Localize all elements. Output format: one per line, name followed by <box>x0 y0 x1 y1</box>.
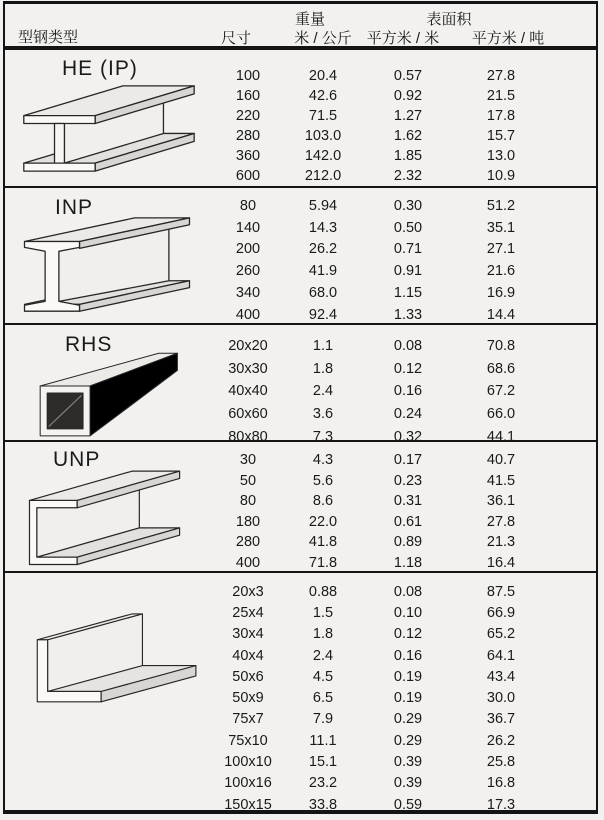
weight-cell: 4.3 <box>312 452 334 469</box>
weight-cell: 1.5 <box>312 604 334 621</box>
surface-per-m-cell: 0.57 <box>393 68 423 84</box>
size-cell: 220 <box>235 108 261 124</box>
size-cell: 20x3 <box>232 583 264 600</box>
size-cell: 75x10 <box>228 732 268 749</box>
table-row <box>202 126 538 146</box>
surface-per-m-cell: 1.85 <box>393 148 423 164</box>
surface-per-m-cell: 0.10 <box>393 604 423 621</box>
surface-per-t-cell: 87.5 <box>486 583 516 600</box>
section-rows <box>202 450 538 573</box>
surface-per-t-cell: 16.9 <box>486 285 516 302</box>
size-cell: 160 <box>235 88 261 104</box>
section-rows <box>202 335 538 448</box>
size-cell: 30 <box>239 452 257 469</box>
table-row <box>202 709 538 730</box>
weight-cell: 41.9 <box>308 263 338 280</box>
weight-cell: 41.8 <box>308 534 338 551</box>
surface-per-t-cell: 51.2 <box>486 197 516 214</box>
surface-per-t-cell: 10.9 <box>486 168 516 184</box>
section-rhs <box>5 323 596 445</box>
size-cell: 25x4 <box>232 604 264 621</box>
angle-profile-icon <box>19 607 209 707</box>
surface-per-m-cell: 0.39 <box>393 754 423 771</box>
weight-cell: 1.8 <box>312 360 334 377</box>
surface-per-m-cell: 0.59 <box>393 796 423 813</box>
size-cell: 80 <box>239 493 257 510</box>
surface-per-m-cell: 0.29 <box>393 732 423 749</box>
table-row <box>202 450 538 471</box>
weight-cell: 142.0 <box>304 148 342 164</box>
surface-per-t-cell: 15.7 <box>486 128 516 144</box>
surface-per-m-cell: 2.32 <box>393 168 423 184</box>
section-angle <box>5 571 596 814</box>
surface-per-m-cell: 1.18 <box>393 554 423 571</box>
table-row <box>202 195 538 217</box>
weight-cell: 26.2 <box>308 241 338 258</box>
size-cell: 280 <box>235 128 261 144</box>
col-header-weight-unit: 米 / 公斤 <box>294 30 352 47</box>
weight-cell: 103.0 <box>304 128 342 144</box>
table-row <box>202 471 538 492</box>
surface-per-t-cell: 66.0 <box>486 406 516 423</box>
weight-cell: 71.5 <box>308 108 338 124</box>
weight-cell: 33.8 <box>308 796 338 813</box>
surface-per-t-cell: 70.8 <box>486 338 516 355</box>
col-header-surface-per-m: 平方米 / 米 <box>366 30 440 47</box>
weight-cell: 11.1 <box>309 732 337 749</box>
section-rows <box>202 66 538 186</box>
table-row <box>202 773 538 794</box>
weight-cell: 22.0 <box>308 513 338 530</box>
surface-per-m-cell: 0.71 <box>393 241 423 258</box>
surface-per-m-cell: 0.29 <box>393 711 423 728</box>
table-row <box>202 687 538 708</box>
table-row <box>202 217 538 239</box>
table-row <box>202 532 538 553</box>
surface-per-m-cell: 0.12 <box>393 360 423 377</box>
weight-cell: 5.94 <box>308 197 338 214</box>
surface-per-t-cell: 64.1 <box>486 647 516 664</box>
size-cell: 100 <box>235 68 261 84</box>
surface-per-t-cell: 36.7 <box>486 711 516 728</box>
table-row <box>202 751 538 772</box>
size-cell: 80x80 <box>228 428 268 445</box>
weight-cell: 2.4 <box>312 383 334 400</box>
size-cell: 80 <box>239 197 257 214</box>
weight-cell: 212.0 <box>304 168 342 184</box>
table-row <box>202 106 538 126</box>
surface-per-m-cell: 0.08 <box>393 338 423 355</box>
table-row <box>202 66 538 86</box>
size-cell: 60x60 <box>228 406 268 423</box>
weight-cell: 0.88 <box>308 583 338 600</box>
table-row <box>202 146 538 166</box>
surface-per-t-cell: 21.3 <box>486 534 516 551</box>
surface-per-t-cell: 27.1 <box>486 241 516 258</box>
size-cell: 20x20 <box>228 338 268 355</box>
weight-cell: 2.4 <box>312 647 334 664</box>
u-channel-icon <box>15 462 195 570</box>
size-cell: 280 <box>235 534 261 551</box>
weight-cell: 3.6 <box>312 406 334 423</box>
surface-per-t-cell: 44.1 <box>486 428 516 445</box>
surface-per-t-cell: 30.0 <box>486 690 516 707</box>
table-row <box>202 380 538 403</box>
size-cell: 360 <box>235 148 261 164</box>
size-cell: 140 <box>235 219 261 236</box>
size-cell: 50x9 <box>232 690 264 707</box>
weight-cell: 14.3 <box>308 219 338 236</box>
table-row <box>202 581 538 602</box>
table-row <box>202 512 538 533</box>
size-cell: 40x40 <box>228 383 268 400</box>
weight-cell: 71.8 <box>308 554 338 571</box>
surface-per-m-cell: 1.33 <box>393 306 423 323</box>
surface-per-m-cell: 0.32 <box>393 428 423 445</box>
col-header-type: 型钢类型 <box>18 29 79 46</box>
surface-per-m-cell: 0.16 <box>393 647 423 664</box>
surface-per-m-cell: 0.16 <box>393 383 423 400</box>
size-cell: 200 <box>235 241 261 258</box>
size-cell: 30x4 <box>232 626 264 643</box>
section-label-he-ip: HE (IP) <box>62 57 138 80</box>
weight-cell: 20.4 <box>308 68 338 84</box>
surface-per-t-cell: 66.9 <box>486 604 516 621</box>
section-label-inp: INP <box>55 196 94 219</box>
surface-per-t-cell: 21.6 <box>486 263 516 280</box>
col-header-size: 尺寸 <box>220 30 252 47</box>
surface-per-t-cell: 25.8 <box>486 754 516 771</box>
surface-per-m-cell: 0.24 <box>393 406 423 423</box>
size-cell: 50x6 <box>232 668 264 685</box>
surface-per-m-cell: 0.23 <box>393 472 423 489</box>
section-label-rhs: RHS <box>65 333 113 356</box>
surface-per-t-cell: 36.1 <box>486 493 516 510</box>
table-row <box>202 730 538 751</box>
table-row <box>202 166 538 186</box>
table-row <box>202 86 538 106</box>
table-row <box>202 645 538 666</box>
surface-per-m-cell: 0.39 <box>393 775 423 792</box>
surface-per-t-cell: 13.0 <box>486 148 516 164</box>
surface-per-t-cell: 17.8 <box>486 108 516 124</box>
section-label-unp: UNP <box>53 448 101 471</box>
table-row <box>202 282 538 304</box>
surface-per-t-cell: 41.5 <box>486 472 516 489</box>
surface-per-m-cell: 1.27 <box>393 108 423 124</box>
surface-per-t-cell: 35.1 <box>486 219 516 236</box>
table-header <box>5 4 596 48</box>
surface-per-m-cell: 0.89 <box>393 534 423 551</box>
size-cell: 100x16 <box>224 775 272 792</box>
table-row <box>202 602 538 623</box>
col-group-weight: 重量 <box>294 11 326 28</box>
surface-per-m-cell: 0.50 <box>393 219 423 236</box>
surface-per-t-cell: 40.7 <box>486 452 516 469</box>
surface-per-t-cell: 27.8 <box>486 68 516 84</box>
weight-cell: 6.5 <box>312 690 334 707</box>
weight-cell: 8.6 <box>312 493 334 510</box>
surface-per-m-cell: 0.91 <box>393 263 423 280</box>
weight-cell: 68.0 <box>308 285 338 302</box>
surface-per-m-cell: 0.17 <box>393 452 423 469</box>
weight-cell: 42.6 <box>308 88 338 104</box>
size-cell: 600 <box>235 168 261 184</box>
surface-per-m-cell: 1.62 <box>393 128 423 144</box>
surface-per-t-cell: 68.6 <box>486 360 516 377</box>
square-tube-icon <box>13 347 203 439</box>
weight-cell: 92.4 <box>308 306 338 323</box>
size-cell: 75x7 <box>232 711 264 728</box>
size-cell: 260 <box>235 263 261 280</box>
table-row <box>202 553 538 574</box>
surface-per-m-cell: 1.15 <box>393 285 423 302</box>
table-row <box>202 358 538 381</box>
h-beam-icon <box>15 76 200 180</box>
table-row <box>202 335 538 358</box>
table-row <box>202 239 538 261</box>
table-row <box>202 491 538 512</box>
profile-table <box>3 1 598 814</box>
surface-per-t-cell: 26.2 <box>486 732 516 749</box>
table-row <box>202 403 538 426</box>
surface-per-m-cell: 0.08 <box>393 583 423 600</box>
surface-per-t-cell: 14.4 <box>486 306 516 323</box>
table-row <box>202 794 538 815</box>
table-row <box>202 624 538 645</box>
section-inp <box>5 186 596 323</box>
surface-per-t-cell: 21.5 <box>486 88 516 104</box>
surface-per-t-cell: 16.8 <box>486 775 516 792</box>
size-cell: 150x15 <box>224 796 272 813</box>
size-cell: 400 <box>235 306 261 323</box>
size-cell: 100x10 <box>224 754 272 771</box>
section-rows <box>202 581 538 815</box>
surface-per-t-cell: 67.2 <box>486 383 516 400</box>
weight-cell: 1.8 <box>312 626 334 643</box>
i-beam-icon <box>15 212 200 322</box>
surface-per-t-cell: 16.4 <box>486 554 516 571</box>
size-cell: 180 <box>235 513 261 530</box>
surface-per-t-cell: 17.3 <box>486 796 516 813</box>
surface-per-m-cell: 0.30 <box>393 197 423 214</box>
table-row <box>202 260 538 282</box>
col-group-surface: 表面积 <box>426 11 472 28</box>
size-cell: 40x4 <box>232 647 264 664</box>
surface-per-m-cell: 0.19 <box>393 668 423 685</box>
size-cell: 340 <box>235 285 261 302</box>
col-header-surface-per-t: 平方米 / 吨 <box>471 30 545 47</box>
size-cell: 50 <box>239 472 257 489</box>
size-cell: 30x30 <box>228 360 268 377</box>
weight-cell: 4.5 <box>312 668 334 685</box>
section-rows <box>202 195 538 326</box>
surface-per-m-cell: 0.92 <box>393 88 423 104</box>
weight-cell: 5.6 <box>312 472 334 489</box>
weight-cell: 15.1 <box>308 754 338 771</box>
weight-cell: 7.9 <box>312 711 334 728</box>
surface-per-t-cell: 65.2 <box>486 626 516 643</box>
surface-per-t-cell: 43.4 <box>486 668 516 685</box>
section-he-ip <box>5 48 596 186</box>
weight-cell: 7.3 <box>312 428 334 445</box>
weight-cell: 23.2 <box>308 775 338 792</box>
surface-per-m-cell: 0.19 <box>393 690 423 707</box>
surface-per-m-cell: 0.61 <box>393 513 423 530</box>
weight-cell: 1.1 <box>312 338 334 355</box>
surface-per-m-cell: 0.31 <box>393 493 423 510</box>
section-unp <box>5 440 596 571</box>
table-row <box>202 666 538 687</box>
surface-per-m-cell: 0.12 <box>393 626 423 643</box>
surface-per-t-cell: 27.8 <box>486 513 516 530</box>
size-cell: 400 <box>235 554 261 571</box>
